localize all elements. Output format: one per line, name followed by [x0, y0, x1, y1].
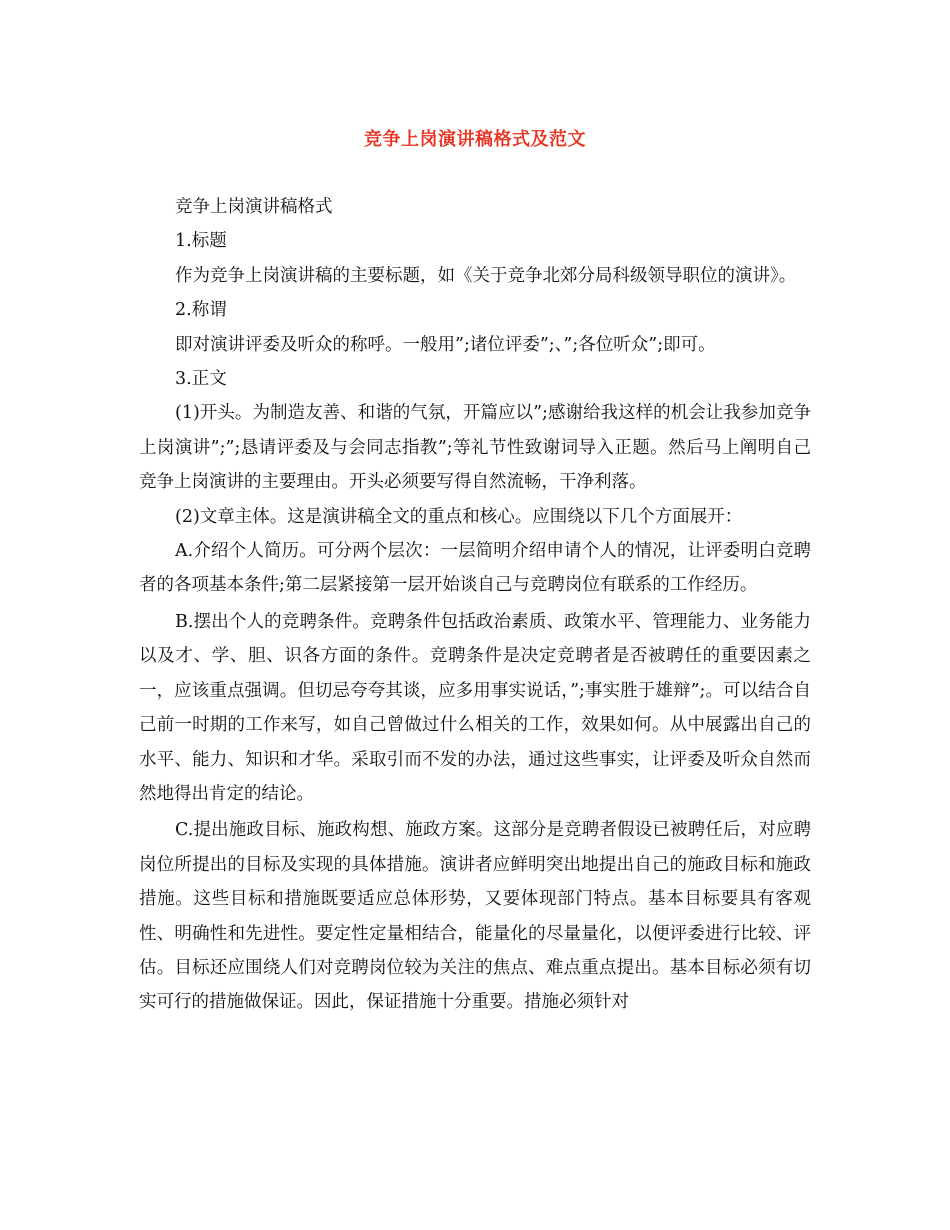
paragraph-conditions: B.摆出个人的竞聘条件。竞聘条件包括政治素质、政策水平、管理能力、业务能力以及才、学、胆、识各方面的条件。竞聘条件是决定竞聘者是否被聘任的重要因素之一，应该重点强调。但切忌夸夸其谈，应多用事实说话，”;事实胜于雄辩”;。可以结合自己前一时期的工作来写，如自己曾做过什么相关的工作，效果如何。从中展露出自己的水平、能力、知识和才华。采取引而不发的办法，通过这些事实，让评委及听众自然而然地得出肯定的结论。 — [139, 611, 811, 804]
paragraph-goals: C.提出施政目标、施政构想、施政方案。这部分是竞聘者假设已被聘任后，对应聘岗位所提出的目标及实现的具体措施。演讲者应鲜明突出地提出自己的施政目标和施政措施。这些目标和措施既要适应总体形势，又要体现部门特点。基本目标要具有客观性、明确性和先进性。要定性定量相结合，能量化的尽量量化，以便评委进行比较、评估。目标还应围绕人们对竞聘岗位较为关注的焦点、难点重点提出。基本目标必须有切实可行的措施做保证。因此，保证措施十分重要。措施必须针对 — [139, 820, 811, 1013]
document-title: 竞争上岗演讲稿格式及范文 — [364, 129, 586, 150]
paragraph-main-body: (2)文章主体。这是演讲稿全文的重点和核心。应围绕以下几个方面展开： — [175, 506, 743, 527]
paragraph-salutation-desc: 即对演讲评委及听众的称呼。一般用”;诸位评委”;、”;各位听众”;即可。 — [175, 334, 716, 355]
paragraph-resume: A.介绍个人简历。可分两个层次：一层简明介绍申请个人的情况，让评委明白竞聘者的各项基本条件;第二层紧接第一层开始谈自己与竞聘岗位有联系的工作经历。 — [139, 541, 811, 596]
paragraph-section-2: 2.称谓 — [175, 300, 227, 321]
paragraph-title-desc: 作为竞争上岗演讲稿的主要标题，如《关于竞争北郊分局科级领导职位的演讲》。 — [175, 265, 797, 286]
paragraph-heading: 竞争上岗演讲稿格式 — [175, 197, 333, 217]
paragraph-section-3: 3.正文 — [175, 369, 227, 390]
paragraph-section-1: 1.标题 — [175, 231, 227, 252]
paragraph-opening: (1)开头。为制造友善、和谐的气氛，开篇应以”;感谢给我这样的机会让我参加竞争上岗演讲”;”;恳请评委及与会同志指教”;等礼节性致谢词导入正题。然后马上阐明自己竞争上岗演讲的主要理由。开头必须要写得自然流畅，干净利落。 — [139, 403, 811, 493]
document-body — [139, 190, 811, 1020]
